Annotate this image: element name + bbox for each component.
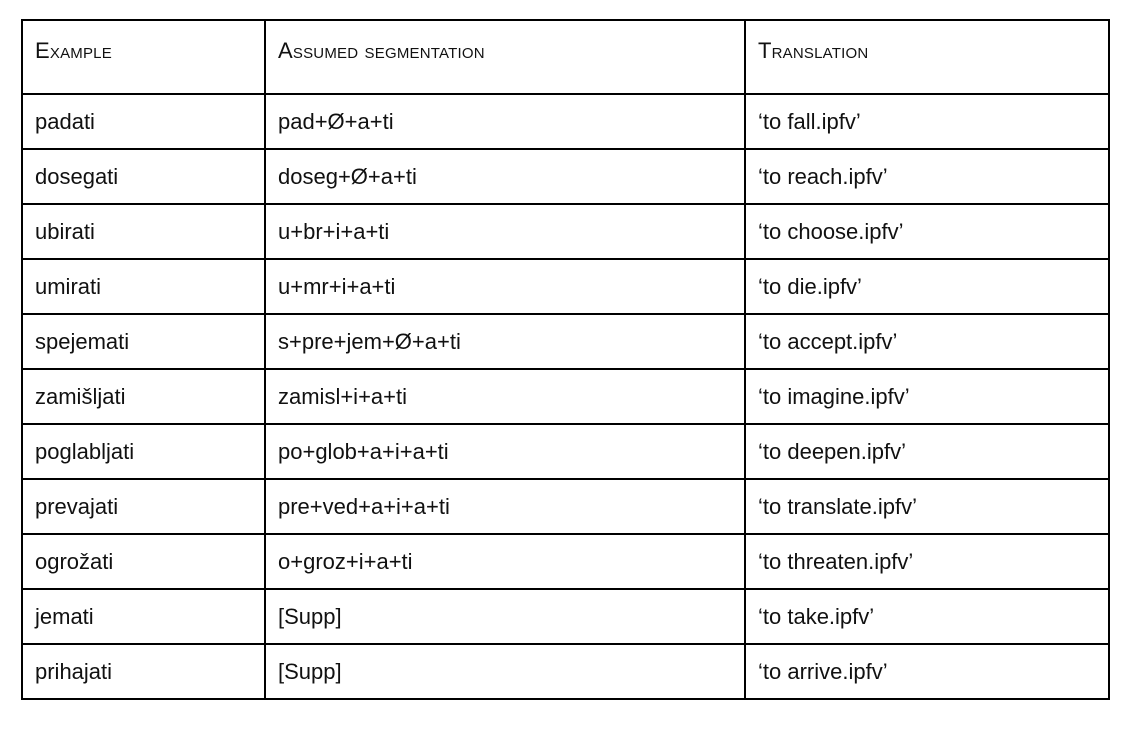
segmentation-cell: pad+Ø+a+ti [265, 94, 745, 149]
translation-cell: ‘to die.ipfv’ [745, 259, 1109, 314]
table-body [22, 94, 1109, 699]
segmentation-cell: s+pre+jem+Ø+a+ti [265, 314, 745, 369]
example-cell: prihajati [22, 644, 265, 699]
translation-cell: ‘to translate.ipfv’ [745, 479, 1109, 534]
translation-cell: ‘to arrive.ipfv’ [745, 644, 1109, 699]
table-row [22, 424, 1109, 479]
segmentation-cell: u+mr+i+a+ti [265, 259, 745, 314]
example-cell: umirati [22, 259, 265, 314]
table-row [22, 259, 1109, 314]
example-cell: jemati [22, 589, 265, 644]
translation-cell: ‘to imagine.ipfv’ [745, 369, 1109, 424]
table-row [22, 94, 1109, 149]
segmentation-cell: doseg+Ø+a+ti [265, 149, 745, 204]
example-cell: zamišljati [22, 369, 265, 424]
segmentation-cell: [Supp] [265, 589, 745, 644]
translation-cell: ‘to reach.ipfv’ [745, 149, 1109, 204]
segmentation-table [21, 19, 1110, 700]
segmentation-cell: u+br+i+a+ti [265, 204, 745, 259]
segmentation-cell: zamisl+i+a+ti [265, 369, 745, 424]
example-cell: prevajati [22, 479, 265, 534]
table-row [22, 314, 1109, 369]
translation-cell: ‘to deepen.ipfv’ [745, 424, 1109, 479]
column-header-example: Example [22, 20, 265, 94]
example-cell: dosegati [22, 149, 265, 204]
translation-cell: ‘to fall.ipfv’ [745, 94, 1109, 149]
table-row [22, 479, 1109, 534]
segmentation-cell: o+groz+i+a+ti [265, 534, 745, 589]
translation-cell: ‘to take.ipfv’ [745, 589, 1109, 644]
column-header-segmentation: Assumed segmentation [265, 20, 745, 94]
column-header-translation: Translation [745, 20, 1109, 94]
example-cell: padati [22, 94, 265, 149]
example-cell: ogrožati [22, 534, 265, 589]
example-cell: poglabljati [22, 424, 265, 479]
table-row [22, 149, 1109, 204]
translation-cell: ‘to accept.ipfv’ [745, 314, 1109, 369]
translation-cell: ‘to threaten.ipfv’ [745, 534, 1109, 589]
table-row [22, 204, 1109, 259]
segmentation-cell: pre+ved+a+i+a+ti [265, 479, 745, 534]
table-row [22, 589, 1109, 644]
table-row [22, 534, 1109, 589]
table-header-row [22, 20, 1109, 94]
translation-cell: ‘to choose.ipfv’ [745, 204, 1109, 259]
table-row [22, 644, 1109, 699]
segmentation-cell: po+glob+a+i+a+ti [265, 424, 745, 479]
table-row [22, 369, 1109, 424]
example-cell: spejemati [22, 314, 265, 369]
segmentation-cell: [Supp] [265, 644, 745, 699]
example-cell: ubirati [22, 204, 265, 259]
